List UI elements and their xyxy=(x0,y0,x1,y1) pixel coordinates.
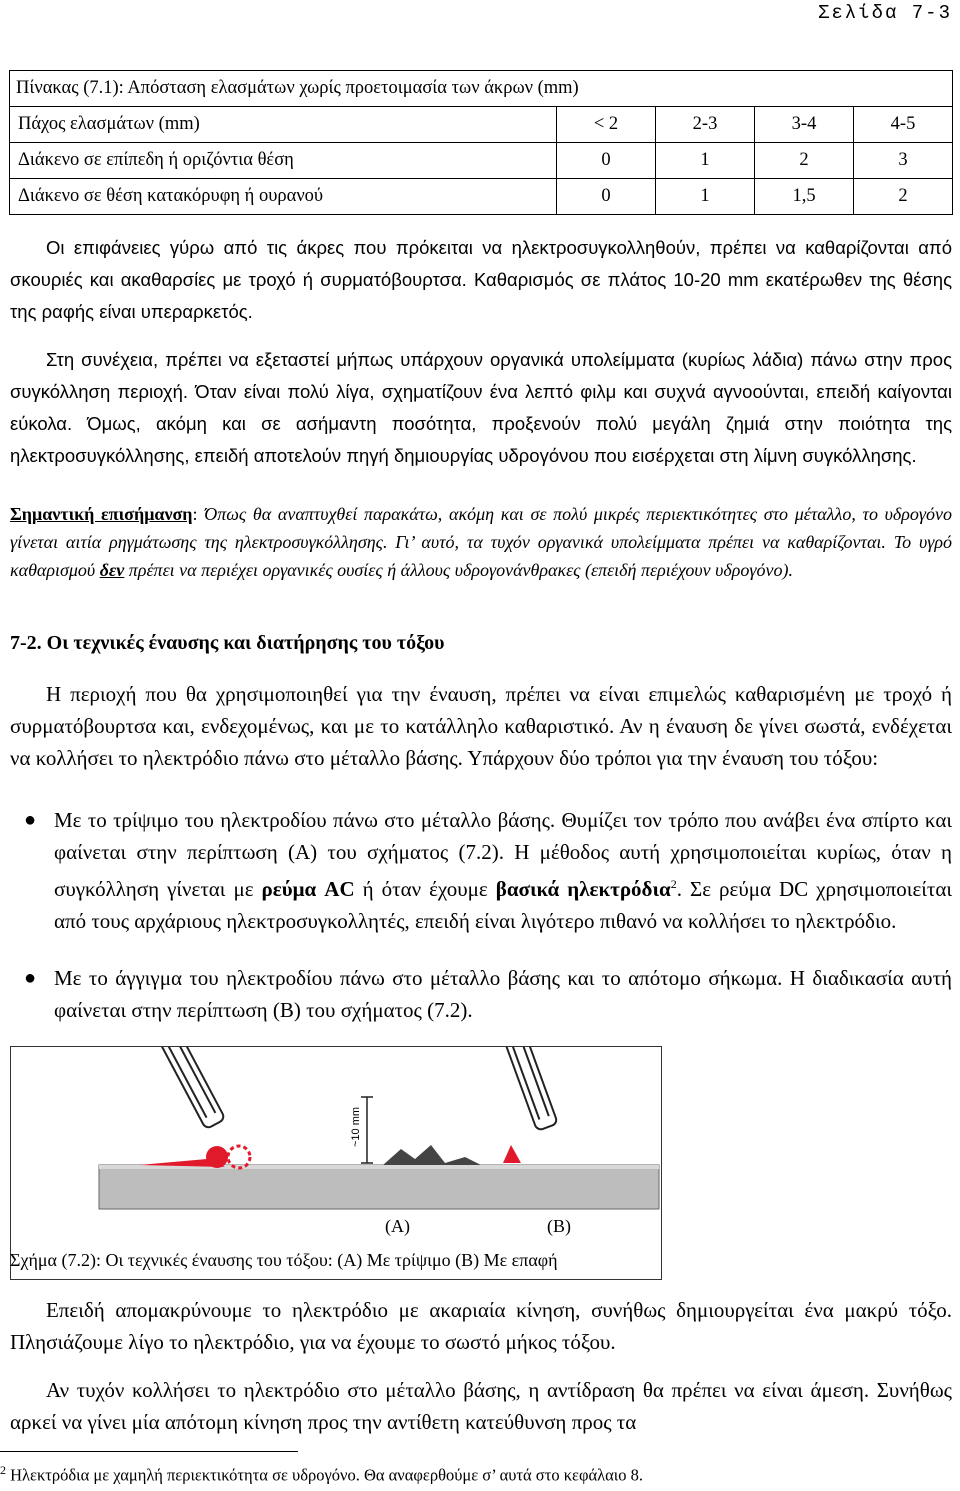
note-label: Σημαντική επισήμανση xyxy=(10,504,193,524)
note-colon: : xyxy=(192,504,205,524)
figure-label-a: (Α) xyxy=(385,1216,410,1236)
contact-spatter xyxy=(383,1145,481,1165)
table-caption: Πίνακας (7.1): Απόσταση ελασμάτων χωρίς προετοιμασία των άκρων (mm) xyxy=(10,71,953,107)
paragraph-organic-residue: Στη συνέχεια, πρέπει να εξεταστεί μήπως υπάρχουν οργανικά υπολείμματα (κυρίως λάδια) πάνω στην προς συγκόλληση περιοχή. Όταν είναι πολύ λίγα, σχηματίζουν ένα λεπτό φιλμ και συχνά αγνοούνται, επειδή καίγονται εύκολα. Όμως, ακόμη και σε ασήμαντη ποσότητα, προξενούν πολύ μεγάλη ζημιά στην ποιότητα της ηλεκτροσυγκόλλησης, επειδή αποτελούν πηγή δημιουργίας υδρογόνου που εισέρχεται στη λίμνη συγκόλλησης. xyxy=(10,349,952,466)
paragraph-surface-cleaning: Οι επιφάνειες γύρω από τις άκρες που πρόκειται να ηλεκτροσυγκολληθούν, πρέπει να καθαρίζονται από σκουριές και ακαθαρσίες με τροχό ή συρματόβουρτσα. Καθαρισμός σε πλάτος 10-20 mm εκατέρωθεν της θέσης της ραφής είναι υπεραρκετός. xyxy=(10,237,952,322)
paragraph-stuck-electrode: Αν τυχόν κολλήσει το ηλεκτρόδιο στο μέταλλο βάσης, η αντίδραση θα πρέπει να είναι άμεση. Συνήθως αρκεί να γίνει μία απότομη κίνηση προς την αντίθετη κατεύθυνση προς τα xyxy=(10,1378,952,1434)
table-row xyxy=(10,179,953,215)
important-note xyxy=(10,500,952,584)
arc-striking-illustration xyxy=(11,1047,661,1279)
table-row xyxy=(10,107,953,143)
dimension-marker xyxy=(350,1097,373,1163)
electrode-b xyxy=(383,1047,558,1165)
table-cell: 2 xyxy=(854,179,953,215)
note-emphasis: δεν xyxy=(99,560,125,580)
row-label: Πάχος ελασμάτων (mm) xyxy=(10,107,557,143)
figure-caption: Σχήμα (7.2): Οι τεχνικές έναυσης του τόξου: (Α) Με τρίψιμο (Β) Με επαφή xyxy=(10,1250,558,1270)
table-cell: 0 xyxy=(557,179,656,215)
footnote-mark: 2 xyxy=(0,1463,6,1477)
table-row xyxy=(10,143,953,179)
row-label: Διάκενο σε επίπεδη ή οριζόντια θέση xyxy=(10,143,557,179)
footnote-ref: 2 xyxy=(670,877,677,891)
bullet-icon: ● xyxy=(24,967,37,989)
arc-touch-point xyxy=(503,1145,521,1163)
paragraph-long-arc: Επειδή απομακρύνουμε το ηλεκτρόδιο με ακαριαία κίνηση, συνήθως δημιουργείται ένα μακρύ τόξο. Πλησιάζουμε λίγο το ηλεκτρόδιο, για να έχουμε το σωστό μήκος τόξου. xyxy=(10,1298,952,1354)
electrode-a xyxy=(139,1047,250,1168)
table-cell: < 2 xyxy=(557,107,656,143)
table-cell: 4-5 xyxy=(854,107,953,143)
base-metal-plate xyxy=(99,1165,659,1209)
section-title: Οι τεχνικές έναυσης και διατήρησης του τόξου xyxy=(46,632,445,654)
bullet-text: Με το τρίψιμο του ηλεκτροδίου πάνω στο μέταλλο βάσης. Θυμίζει τον τρόπο που ανάβει ένα σπίρτο και φαίνεται στην περίπτωση (Α) του σχήματος (7.2). Η μέθοδος αυτή χρησιμοποιείται κυρίως, όταν η συγκόλληση γίνεται με ρεύμα AC ή όταν έχουμε βασικά ηλεκτρόδια$^2$. Σε ρεύμα DC χρησιμοποιείται από τους αρχάριους ηλεκτροσυγκολλητές, επειδή είναι λιγότερο πιθανό να κολλήσει το ηλεκτρόδιο. xyxy=(54,808,952,933)
table-cell: 2-3 xyxy=(656,107,755,143)
figure-7-2 xyxy=(10,1046,662,1280)
paragraph-arc-striking: Η περιοχή που θα χρησιμοποιηθεί για την έναυση, πρέπει να είναι επιμελώς καθαρισμένη με τροχό ή συρματόβουρτσα και, ενδεχομένως, και με το κατάλληλο καθαριστικό. Αν η έναυση δε γίνει σωστά, ενδέχεται να κολλήσει το ηλεκτρόδιο πάνω στο μέταλλο βάσης. Υπάρχουν δύο τρόποι για την έναυση του τόξου: xyxy=(10,682,952,770)
table-cell: 1 xyxy=(656,143,755,179)
bold-ac: ρεύμα AC xyxy=(261,877,355,901)
section-number: 7-2. xyxy=(10,632,42,654)
list-item xyxy=(10,962,952,1026)
table-cell: 2 xyxy=(755,143,854,179)
page-number-header: Σελίδα 7-3 xyxy=(817,2,952,24)
note-text-a: Όπως θα αναπτυχθεί παρακάτω, ακόμη και σε πολύ μικρές περιεκτικότητες στο μέταλλο, το υδρογόνο γίνεται αιτία ρηγμάτωσης της ηλεκτροσυγκόλλησης. Γι’ αυτό, τα τυχόν οργανικά υπολείμματα πρέπει να καθαρίζονται. Το υγρό καθαρισμού xyxy=(10,504,952,580)
footnote-divider xyxy=(0,1451,298,1452)
dimension-label: ~10 mm xyxy=(350,1106,362,1147)
section-heading xyxy=(10,632,445,655)
table-cell: 1,5 xyxy=(755,179,854,215)
footnote-text: Ηλεκτρόδια με χαμηλή περιεκτικότητα σε υδρογόνο. Θα αναφερθούμε σ’ αυτά στο κεφάλαιο 8. xyxy=(6,1465,643,1485)
figure-label-b: (Β) xyxy=(547,1216,571,1236)
table-7-1 xyxy=(9,70,953,215)
table-cell: 0 xyxy=(557,143,656,179)
table-cell: 3-4 xyxy=(755,107,854,143)
arc-spark xyxy=(206,1146,228,1168)
table-cell: 3 xyxy=(854,143,953,179)
note-text-b: πρέπει να περιέχει οργανικές ουσίες ή άλλους υδρογονάνθρακες (επειδή περιέχουν υδρογόνο). xyxy=(124,560,793,580)
footnote xyxy=(0,1463,643,1486)
bullet-icon: ● xyxy=(24,809,37,831)
list-item xyxy=(10,804,952,937)
row-label: Διάκενο σε θέση κατακόρυφη ή ουρανού xyxy=(10,179,557,215)
bullet-text: Με το άγγιγμα του ηλεκτροδίου πάνω στο μέταλλο βάσης και το απότομο σήκωμα. Η διαδικασία αυτή φαίνεται στην περίπτωση (Β) του σχήματος (7.2). xyxy=(54,966,952,1022)
bold-basic-electrodes: βασικά ηλεκτρόδια xyxy=(495,877,671,901)
table-cell: 1 xyxy=(656,179,755,215)
